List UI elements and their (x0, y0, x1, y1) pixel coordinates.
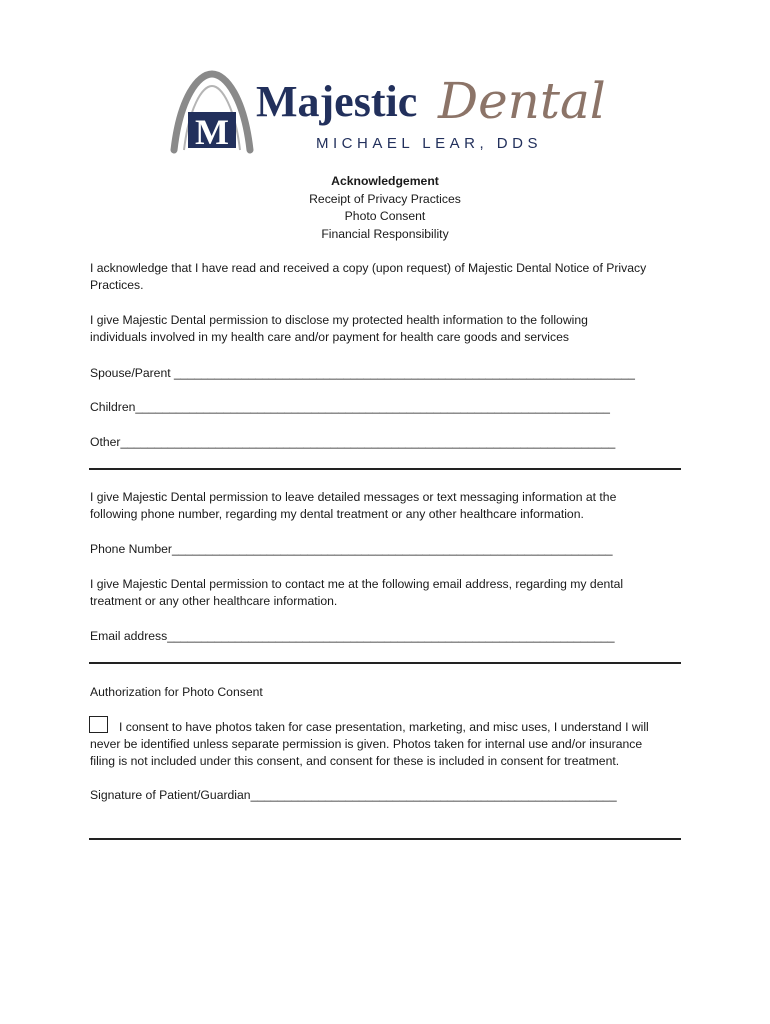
other-field[interactable]: Other_________________________________________________________________________ (90, 435, 616, 449)
brand-script: Dental (438, 72, 606, 130)
section-divider (89, 468, 681, 470)
subtitle-financial: Financial Responsibility (321, 227, 449, 241)
privacy-ack-line2: Practices. (90, 278, 144, 292)
photo-consent-heading: Authorization for Photo Consent (90, 685, 263, 699)
disclose-line2: individuals involved in my health care and/or payment for health care goods and services (90, 330, 569, 344)
email-consent-line1: I give Majestic Dental permission to contact me at the following email address, regarding my dental (90, 577, 624, 591)
email-consent-line2: treatment or any other healthcare information. (90, 594, 338, 608)
phone-consent-line1: I give Majestic Dental permission to leave detailed messages or text messaging information at the (90, 490, 617, 504)
document-title: Acknowledgement (331, 174, 439, 188)
spouse-parent-field[interactable]: Spouse/Parent ____________________________________________________________________ (90, 366, 635, 380)
phone-number-field[interactable]: Phone Number_________________________________________________________________ (90, 542, 613, 556)
children-field[interactable]: Children______________________________________________________________________ (90, 400, 610, 414)
disclose-line1: I give Majestic Dental permission to disclose my protected health information to the following (90, 313, 588, 327)
photo-consent-line2: never be identified unless separate permission is given. Photos taken for internal use and/or insurance (90, 737, 643, 751)
subtitle-photo: Photo Consent (344, 209, 426, 223)
phone-consent-line2: following phone number, regarding my dental treatment or any other healthcare information. (90, 507, 584, 521)
privacy-ack-line1: I acknowledge that I have read and received a copy (upon request) of Majestic Dental Notice of Privacy (90, 261, 647, 275)
doctor-name: MICHAEL LEAR, DDS (316, 135, 542, 152)
subtitle-privacy: Receipt of Privacy Practices (309, 192, 461, 206)
brand-word: Majestic (256, 77, 418, 126)
section-divider (89, 838, 681, 840)
photo-consent-checkbox[interactable] (89, 716, 108, 733)
signature-field[interactable]: Signature of Patient/Guardian______________________________________________________ (90, 788, 617, 802)
photo-consent-line1: I consent to have photos taken for case presentation, marketing, and misc uses, I understand I will (119, 720, 649, 734)
section-divider (89, 662, 681, 664)
logo-initial: M (195, 112, 229, 152)
practice-logo (170, 68, 610, 158)
photo-consent-line3: filing is not included under this consent, and consent for these is included in consent for treatment. (90, 754, 620, 768)
email-address-field[interactable]: Email address__________________________________________________________________ (90, 629, 615, 643)
